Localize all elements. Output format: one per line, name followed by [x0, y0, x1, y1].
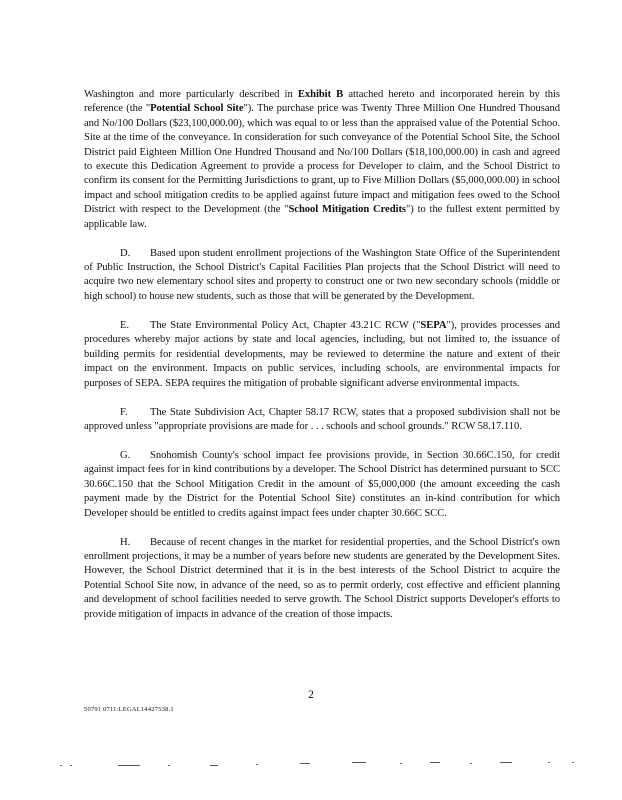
- scan-artifact: [168, 765, 170, 766]
- paragraph-f: [84, 406, 560, 435]
- document-id: 50791 0711:LEGAL14427538.1: [84, 706, 174, 713]
- page-number: 2: [308, 689, 314, 701]
- paragraph-e: [84, 319, 560, 391]
- scan-artifact: [548, 762, 550, 763]
- paragraph-f-letter: F.: [120, 406, 128, 418]
- document-body: [84, 88, 560, 637]
- sepa-term: SEPA: [420, 319, 447, 331]
- scan-artifact: [60, 765, 62, 766]
- scan-artifact: [118, 765, 140, 766]
- scan-artifact: [210, 765, 218, 766]
- scan-artifact: [70, 765, 72, 766]
- intro-text-1: Washington and more particularly described in: [84, 89, 298, 100]
- scan-artifact: [400, 763, 402, 764]
- intro-text-4: ") to the fullest extent permitted by applicable law.: [84, 204, 560, 230]
- scan-artifact: [256, 764, 258, 765]
- scan-artifact: [470, 763, 472, 764]
- paragraph-g-letter: G.: [120, 449, 131, 461]
- scan-artifact: [430, 762, 440, 763]
- paragraph-e-text-2: "), provides processes and procedures whereby major actions by state and local agencies, including, but not limited to, the issuance of building permits for residential developments, may be reviewed to determine the nature and extent of their impact on the environment. Impacts on public services, including schools, are environmental impacts for purposes of SEPA. SEPA requires the mitigation of probable significant adverse environmental impacts.: [84, 319, 561, 389]
- scan-artifact: [572, 762, 574, 763]
- paragraph-h: [84, 536, 560, 622]
- scan-artifact: [352, 762, 366, 763]
- intro-text-2: attached hereto and incorporated herein by this reference (the ": [84, 89, 561, 115]
- exhibit-b-reference: Exhibit B: [297, 89, 344, 100]
- potential-school-site-term: Potential School Site: [150, 103, 244, 115]
- paragraph-d-letter: D.: [120, 247, 131, 259]
- paragraph-f-text: The State Subdivision Act, Chapter 58.17 RCW, states that a proposed subdivision shall not be approved unless "appropriate provisions are made for . . . schools and school grounds." RCW 58.17.110.: [84, 406, 560, 432]
- paragraph-g: [84, 449, 560, 521]
- paragraph-h-letter: H.: [120, 536, 131, 548]
- paragraph-d: [84, 247, 560, 305]
- paragraph-intro: [84, 88, 560, 232]
- paragraph-e-text-1: The State Environmental Policy Act, Chapter 43.21C RCW (": [150, 319, 421, 331]
- school-mitigation-credits-term: School Mitigation Credits: [288, 204, 406, 216]
- paragraph-g-text: Snohomish County's school impact fee provisions provide, in Section 30.66C.150, for credit against impact fees for in kind contributions by a developer. The School District has determined pursuant to SCC 30.66C.150 that the School Mitigation Credit in the amount of $5,000,000 (the amount exceeding the cash payment made by the District for the Potential School Site) constitutes an in-kind contribution for which Developer should be entitled to credits against impact fees under chapter 30.66C SCC.: [84, 449, 560, 519]
- intro-text-3: "). The purchase price was Twenty Three Million One Hundred Thousand and No/100 Dollars ($23,100,000.00), which was equal to or less than the appraised value of the Potential Schoo. Site at the time of the conveyance. In consideration for such conveyance of the Potential School Site, the School District paid Eighteen Million One Hundred Thousand and No/100 Dollars ($18,100,000.00) in cash and agreed to execute this Dedication Agreement to provide a process for Developer to claim, and the School District to confirm its consent for the Permitting Jurisdictions to grant, up to Five Million Dollars ($5,000,000.00) in school impact and school mitigation credits to be applied against future impact and mitigation fees owed to the School District with respect to the Development (the ": [84, 103, 560, 216]
- paragraph-h-text: Because of recent changes in the market for residential properties, and the School District's own enrollment projections, it may be a number of years before new students are generated by the Development Sites. However, the School District determined that it is in the best interests of the School District to acquire the Potential School Site now, in advance of the need, so as to permit orderly, cost effective and efficient planning and development of school facilities needed to serve growth. The School District supports Developer's efforts to provide mitigation of impacts in advance of the creation of those impacts.: [84, 536, 560, 620]
- scan-artifact: [500, 762, 512, 763]
- paragraph-e-letter: E.: [120, 319, 130, 331]
- paragraph-d-text: Based upon student enrollment projections of the Washington State Office of the Superintendent of Public Instruction, the School District's Capital Facilities Plan projects that the School District will need to acquire two new elementary school sites and property to construct one or two new secondary schools (middle or high school) to house new students, such as those that will be generated by the Development.: [84, 247, 560, 302]
- scan-artifact: [300, 763, 310, 764]
